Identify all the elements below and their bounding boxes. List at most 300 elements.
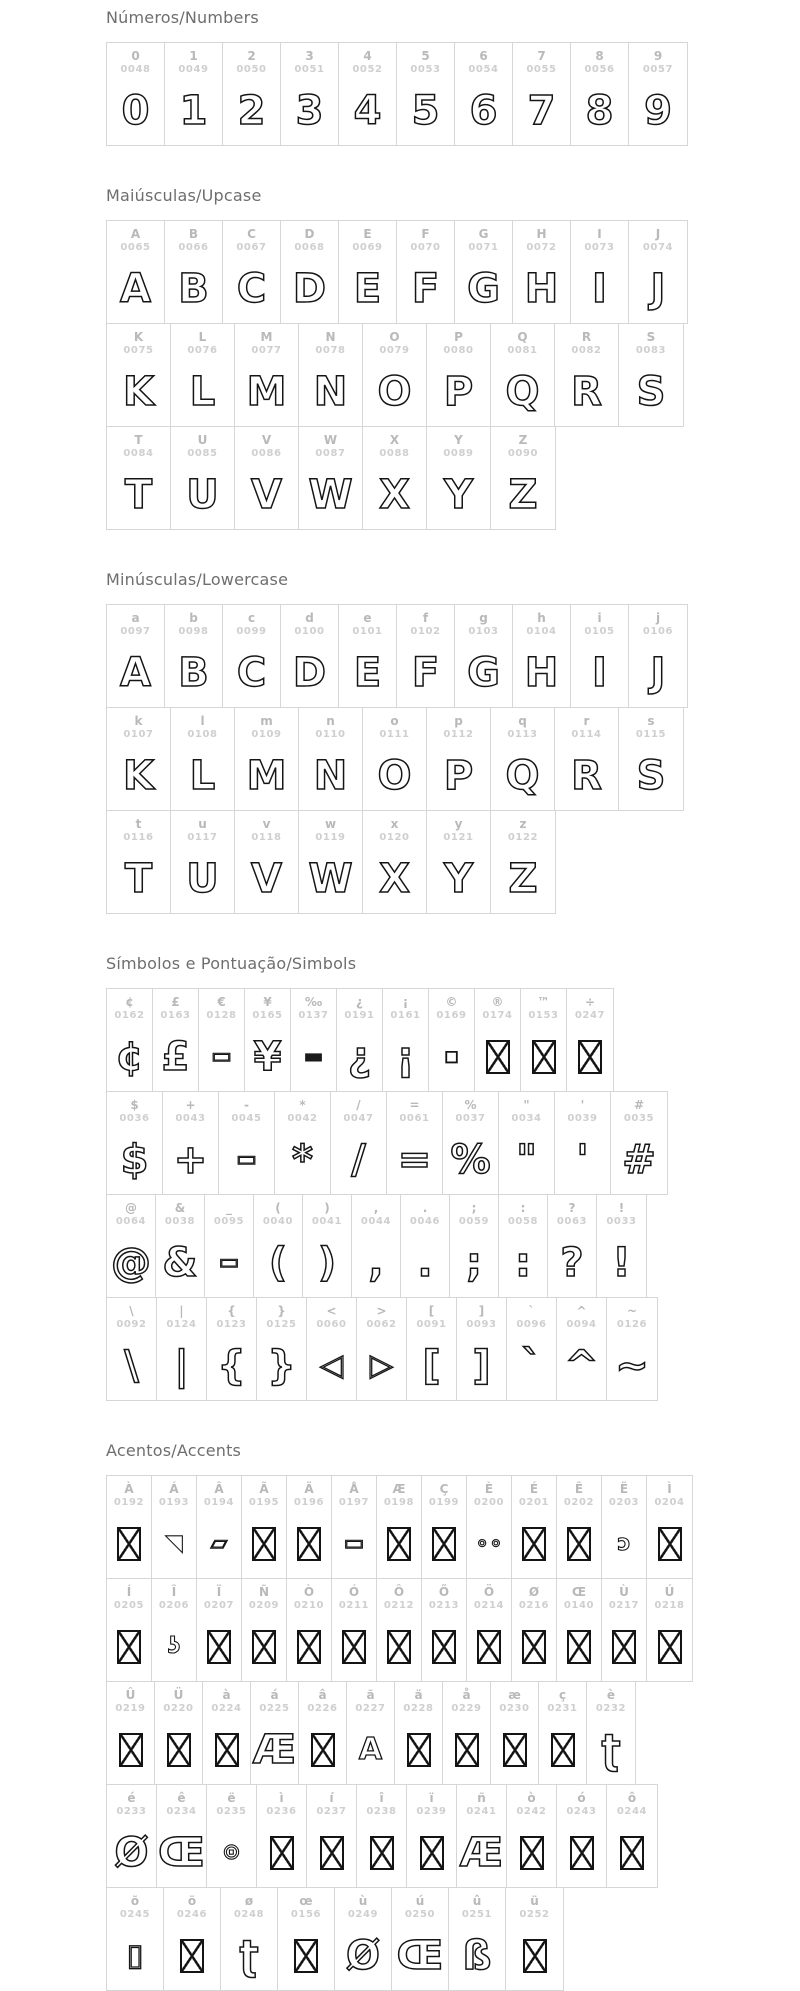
cell-character-label: r <box>583 714 590 728</box>
glyph-outline: N <box>313 368 348 415</box>
cell-character-label: Å <box>349 1482 359 1496</box>
glyph-area <box>107 638 164 707</box>
glyph-area <box>299 844 362 913</box>
cell-unicode-code: 0117 <box>187 832 218 843</box>
glyph-cell <box>207 1298 257 1400</box>
cell-unicode-code: 0067 <box>236 242 267 253</box>
glyph-area <box>363 460 426 529</box>
cell-unicode-code: 0041 <box>311 1216 343 1227</box>
cell-unicode-code: 0203 <box>608 1497 640 1508</box>
glyph-outline: ¡ <box>396 1033 415 1080</box>
cell-unicode-code: 0228 <box>403 1703 434 1714</box>
glyph-outline: ¢ <box>115 1033 144 1080</box>
glyph-outline: B <box>178 649 209 696</box>
cell-character-label: y <box>454 817 463 831</box>
cell-unicode-code: 0212 <box>383 1600 415 1611</box>
glyph-area <box>587 1715 635 1784</box>
cell-character-label: © <box>445 995 458 1009</box>
glyph-outline: S <box>636 368 666 415</box>
cell-unicode-code: 0071 <box>468 242 499 253</box>
glyph-area <box>337 1022 382 1091</box>
cell-unicode-code: 0214 <box>473 1600 505 1611</box>
glyph-area <box>152 1612 196 1681</box>
missing-glyph-tofu-box <box>658 1630 682 1664</box>
glyph-cell <box>352 1195 401 1297</box>
glyph-cell <box>397 221 455 323</box>
cell-character-label: Ó <box>348 1585 360 1599</box>
cell-character-label: £ <box>171 995 180 1009</box>
glyph-area <box>449 1921 505 1990</box>
glyph-cell <box>383 989 429 1091</box>
cell-unicode-code: 0085 <box>187 448 218 459</box>
cell-unicode-code: 0248 <box>233 1909 265 1920</box>
glyph-cell <box>107 221 165 323</box>
cell-character-label: n <box>326 714 335 728</box>
glyph-row <box>106 42 688 146</box>
missing-glyph-tofu-box <box>119 1733 143 1767</box>
cell-unicode-code: 0249 <box>347 1909 379 1920</box>
glyph-area <box>278 1921 334 1990</box>
glyph-outline: ⊙ <box>222 1839 241 1865</box>
cell-character-label: õ <box>130 1894 140 1908</box>
glyph-cell <box>377 1476 422 1578</box>
cell-unicode-code: 0061 <box>399 1113 430 1124</box>
glyph-cell <box>165 221 223 323</box>
glyph-area <box>287 1509 331 1578</box>
glyph-area <box>607 1331 657 1400</box>
glyph-row <box>106 1784 658 1888</box>
glyph-cell <box>363 427 427 529</box>
cell-character-label: 9 <box>653 49 663 63</box>
cell-character-label: u <box>198 817 207 831</box>
glyph-area <box>443 1715 490 1784</box>
cell-unicode-code: 0196 <box>293 1497 325 1508</box>
glyph-area <box>357 1818 406 1887</box>
cell-character-label: ™ <box>537 995 550 1009</box>
cell-unicode-code: 0037 <box>455 1113 486 1124</box>
cell-unicode-code: 0039 <box>567 1113 598 1124</box>
glyph-area <box>235 741 298 810</box>
glyph-cell <box>157 1298 207 1400</box>
glyph-area <box>457 1331 506 1400</box>
missing-glyph-tofu-box <box>420 1836 444 1870</box>
glyph-area <box>401 1228 449 1297</box>
glyph-area <box>107 460 170 529</box>
cell-unicode-code: 0069 <box>352 242 383 253</box>
glyph-cell <box>156 1195 205 1297</box>
glyph-outline: D <box>292 649 327 696</box>
glyph-cell <box>221 1888 278 1990</box>
cell-character-label: B <box>188 227 199 241</box>
cell-unicode-code: 0251 <box>461 1909 493 1920</box>
glyph-outline: ¿ <box>347 1033 372 1080</box>
glyph-area <box>335 1921 391 1990</box>
cell-character-label: ç <box>558 1688 567 1702</box>
glyph-area <box>331 1125 386 1194</box>
glyph-cell <box>281 221 339 323</box>
glyph-area <box>205 1228 253 1297</box>
cell-unicode-code: 0084 <box>123 448 154 459</box>
glyph-cell <box>455 221 513 323</box>
glyph-outline: F <box>411 649 440 696</box>
cell-unicode-code: 0231 <box>547 1703 578 1714</box>
cell-character-label: T <box>134 433 143 447</box>
cell-character-label: 5 <box>421 49 430 63</box>
glyph-cell <box>165 605 223 707</box>
glyph-outline: @ <box>111 1239 151 1286</box>
cell-unicode-code: 0195 <box>248 1497 280 1508</box>
glyph-area <box>571 76 628 145</box>
glyph-outline: ʈ <box>601 1726 621 1773</box>
missing-glyph-tofu-box <box>486 1040 510 1074</box>
cell-character-label: c <box>247 611 256 625</box>
glyph-cell <box>455 605 513 707</box>
glyph-area <box>332 1612 376 1681</box>
cell-character-label: ø <box>244 1894 254 1908</box>
cell-character-label: Ò <box>303 1585 315 1599</box>
glyph-area <box>397 76 454 145</box>
glyph-outline: Æ <box>459 1829 504 1876</box>
glyph-cell <box>629 221 687 323</box>
glyph-area <box>307 1331 356 1400</box>
glyph-outline: ◁ <box>319 1347 344 1383</box>
glyph-row <box>106 1297 658 1401</box>
glyph-cell <box>287 1579 332 1681</box>
missing-glyph-tofu-box <box>117 1630 141 1664</box>
cell-character-label: p <box>454 714 463 728</box>
cell-character-label: 4 <box>363 49 372 63</box>
cell-unicode-code: 0197 <box>338 1497 370 1508</box>
cell-character-label: w <box>324 817 337 831</box>
cell-character-label: Í <box>126 1585 132 1599</box>
glyph-outline: R <box>571 368 602 415</box>
cell-unicode-code: 0210 <box>293 1600 325 1611</box>
glyph-cell <box>332 1476 377 1578</box>
cell-character-label: Ø <box>528 1585 540 1599</box>
glyph-area <box>219 1125 274 1194</box>
glyph-outline: ) <box>317 1239 337 1286</box>
cell-unicode-code: 0096 <box>516 1319 547 1330</box>
missing-glyph-tofu-box <box>387 1527 411 1561</box>
glyph-outline: G <box>467 265 500 312</box>
glyph-area <box>107 254 164 323</box>
cell-character-label: F <box>421 227 430 241</box>
glyph-cell <box>339 221 397 323</box>
cell-unicode-code: 0077 <box>251 345 282 356</box>
glyph-cell <box>242 1579 287 1681</box>
glyph-cell <box>357 1298 407 1400</box>
glyph-area <box>107 741 170 810</box>
glyph-outline: ß <box>462 1932 492 1979</box>
cell-unicode-code: 0220 <box>163 1703 194 1714</box>
cell-character-label: 0 <box>131 49 140 63</box>
glyph-outline: ▱ <box>210 1530 228 1556</box>
cell-character-label: Ä <box>304 1482 314 1496</box>
glyph-cell <box>513 43 571 145</box>
glyph-cell <box>337 989 383 1091</box>
glyph-cell <box>407 1298 457 1400</box>
cell-character-label: [ <box>428 1304 435 1318</box>
glyph-outline: , <box>368 1239 384 1286</box>
glyph-cell <box>427 811 491 913</box>
glyph-cell <box>557 1785 607 1887</box>
glyph-area <box>299 741 362 810</box>
glyph-area <box>397 638 454 707</box>
glyph-cell <box>611 1092 667 1194</box>
glyph-outline: Q <box>505 368 540 415</box>
glyph-cell <box>407 1785 457 1887</box>
cell-character-label: l <box>200 714 205 728</box>
glyph-area <box>629 638 687 707</box>
cell-unicode-code: 0050 <box>236 64 267 75</box>
glyph-area <box>499 1228 547 1297</box>
glyph-cell <box>152 1476 197 1578</box>
glyph-cell <box>629 43 687 145</box>
glyph-cell <box>443 1092 499 1194</box>
cell-unicode-code: 0174 <box>482 1010 513 1021</box>
cell-character-label: Z <box>518 433 528 447</box>
glyph-row <box>106 604 688 708</box>
cell-unicode-code: 0252 <box>519 1909 550 1920</box>
cell-unicode-code: 0237 <box>316 1806 347 1817</box>
cell-character-label: h <box>537 611 546 625</box>
cell-character-label: H <box>536 227 547 241</box>
glyph-cell <box>171 811 235 913</box>
missing-glyph-tofu-box <box>370 1836 394 1870</box>
glyph-area <box>235 844 298 913</box>
cell-character-label: Ü <box>173 1688 184 1702</box>
glyph-area <box>427 741 490 810</box>
cell-unicode-code: 0230 <box>499 1703 530 1714</box>
glyph-cell <box>607 1298 657 1400</box>
glyph-area <box>363 844 426 913</box>
glyph-outline: ▭ <box>236 1146 257 1172</box>
cell-character-label: s <box>647 714 655 728</box>
missing-glyph-tofu-box <box>215 1733 239 1767</box>
cell-unicode-code: 0088 <box>379 448 410 459</box>
glyph-area <box>107 357 170 426</box>
cell-unicode-code: 0072 <box>526 242 557 253</box>
glyph-cell <box>506 1888 563 1990</box>
missing-glyph-tofu-box <box>320 1836 344 1870</box>
glyph-area <box>203 1715 250 1784</box>
cell-unicode-code: 0103 <box>468 626 499 637</box>
cell-character-label: . <box>422 1201 428 1215</box>
glyph-cell <box>507 1298 557 1400</box>
cell-character-label: ì <box>279 1791 284 1805</box>
glyph-outline: ( <box>268 1239 288 1286</box>
glyph-cell <box>153 989 199 1091</box>
cell-unicode-code: 0238 <box>366 1806 397 1817</box>
cell-character-label: ) <box>324 1201 330 1215</box>
glyph-area <box>163 1125 218 1194</box>
glyph-outline: = <box>397 1136 432 1183</box>
cell-unicode-code: 0040 <box>262 1216 294 1227</box>
cell-character-label: t <box>135 817 142 831</box>
cell-character-label: A <box>130 227 141 241</box>
glyph-area <box>611 1125 667 1194</box>
glyph-cell <box>235 427 299 529</box>
glyph-outline: J <box>650 265 666 312</box>
cell-character-label: - <box>244 1098 249 1112</box>
cell-unicode-code: 0124 <box>166 1319 197 1330</box>
missing-glyph-tofu-box <box>252 1630 276 1664</box>
glyph-cell <box>107 427 171 529</box>
cell-unicode-code: 0213 <box>428 1600 460 1611</box>
cell-unicode-code: 0226 <box>307 1703 338 1714</box>
glyph-area <box>555 1125 610 1194</box>
cell-unicode-code: 0193 <box>158 1497 190 1508</box>
cell-character-label: é <box>127 1791 136 1805</box>
glyph-area <box>397 254 454 323</box>
cell-character-label: k <box>134 714 143 728</box>
glyph-cell <box>254 1195 303 1297</box>
glyph-outline: Æ <box>252 1726 297 1773</box>
glyph-outline: 5 <box>411 87 440 134</box>
cell-unicode-code: 0202 <box>563 1497 595 1508</box>
glyph-outline: Z <box>508 855 538 902</box>
cell-character-label: ñ <box>477 1791 486 1805</box>
glyph-outline: X <box>379 855 410 902</box>
cell-unicode-code: 0119 <box>315 832 346 843</box>
glyph-cell <box>491 427 555 529</box>
glyph-cell <box>347 1682 395 1784</box>
cell-character-label: ® <box>491 995 504 1009</box>
glyph-cell <box>491 324 555 426</box>
cell-unicode-code: 0107 <box>123 729 154 740</box>
cell-character-label: 8 <box>595 49 604 63</box>
glyph-cell <box>555 324 619 426</box>
cell-character-label: ä <box>414 1688 423 1702</box>
cell-character-label: / <box>356 1098 361 1112</box>
glyph-area <box>395 1715 442 1784</box>
cell-character-label: ~ <box>626 1304 638 1318</box>
glyph-area <box>512 1612 556 1681</box>
glyph-row <box>106 1887 564 1991</box>
glyph-area <box>257 1331 306 1400</box>
cell-unicode-code: 0100 <box>294 626 325 637</box>
glyph-area <box>467 1612 511 1681</box>
cell-character-label: 6 <box>479 49 488 63</box>
glyph-area <box>629 254 687 323</box>
cell-unicode-code: 0112 <box>443 729 474 740</box>
glyph-outline: ▭ <box>343 1530 365 1556</box>
cell-unicode-code: 0224 <box>211 1703 242 1714</box>
cell-unicode-code: 0074 <box>642 242 674 253</box>
glyph-area <box>275 1125 330 1194</box>
glyph-area <box>392 1921 448 1990</box>
cell-character-label: Ê <box>574 1482 584 1496</box>
glyph-outline: ɔ <box>617 1530 631 1556</box>
cell-character-label: b <box>189 611 198 625</box>
cell-unicode-code: 0163 <box>160 1010 191 1021</box>
glyph-outline: : <box>515 1239 531 1286</box>
cell-unicode-code: 0062 <box>366 1319 397 1330</box>
glyph-area <box>571 254 628 323</box>
glyph-cell <box>647 1476 692 1578</box>
cell-character-label: ` <box>528 1304 535 1318</box>
glyph-area <box>407 1818 456 1887</box>
glyph-cell <box>278 1888 335 1990</box>
cell-unicode-code: 0051 <box>294 64 325 75</box>
cell-unicode-code: 0169 <box>436 1010 467 1021</box>
cell-character-label: å <box>462 1688 471 1702</box>
cell-unicode-code: 0201 <box>518 1497 550 1508</box>
cell-unicode-code: 0064 <box>115 1216 147 1227</box>
cell-character-label: G <box>478 227 489 241</box>
cell-character-label: ^ <box>576 1304 587 1318</box>
cell-character-label: ' <box>580 1098 585 1112</box>
cell-character-label: ü <box>530 1894 539 1908</box>
glyph-outline: ] <box>472 1342 491 1389</box>
cell-character-label: È <box>484 1482 494 1496</box>
glyph-cell <box>332 1579 377 1681</box>
glyph-cell <box>455 43 513 145</box>
cell-unicode-code: 0068 <box>294 242 325 253</box>
cell-character-label: ê <box>177 1791 186 1805</box>
missing-glyph-tofu-box <box>612 1630 636 1664</box>
glyph-area <box>281 254 338 323</box>
glyph-area <box>557 1509 601 1578</box>
glyph-outline: ▷ <box>369 1347 394 1383</box>
glyph-cell <box>157 1785 207 1887</box>
cell-unicode-code: 0113 <box>507 729 538 740</box>
cell-character-label: æ <box>508 1688 521 1702</box>
cell-character-label: Y <box>454 433 463 447</box>
cell-unicode-code: 0092 <box>116 1319 147 1330</box>
glyph-outline: L <box>189 752 216 799</box>
cell-character-label: Ñ <box>258 1585 270 1599</box>
glyph-cell <box>205 1195 254 1297</box>
glyph-cell <box>427 427 491 529</box>
glyph-cell <box>197 1579 242 1681</box>
glyph-outline: [ <box>422 1342 441 1389</box>
glyph-outline: " <box>516 1136 537 1183</box>
glyph-cell <box>491 708 555 810</box>
glyph-area <box>107 1921 163 1990</box>
cell-character-label: N <box>325 330 336 344</box>
glyph-cell <box>299 708 363 810</box>
glyph-cell <box>629 605 687 707</box>
cell-unicode-code: 0053 <box>410 64 441 75</box>
cell-character-label: ò <box>527 1791 536 1805</box>
cell-unicode-code: 0073 <box>584 242 615 253</box>
glyph-cell <box>387 1092 443 1194</box>
glyph-outline: T <box>124 471 153 518</box>
cell-unicode-code: 0209 <box>248 1600 280 1611</box>
glyph-outline: Œ <box>396 1932 444 1979</box>
cell-character-label: Ì <box>667 1482 672 1496</box>
glyph-area <box>242 1509 286 1578</box>
cell-character-label: ó <box>577 1791 586 1805</box>
glyph-cell <box>395 1682 443 1784</box>
glyph-outline: 2 <box>237 87 266 134</box>
cell-character-label: ¿ <box>356 995 363 1009</box>
glyph-outline: M <box>246 752 287 799</box>
cell-unicode-code: 0066 <box>178 242 209 253</box>
glyph-area <box>427 844 490 913</box>
cell-unicode-code: 0083 <box>635 345 667 356</box>
glyph-cell <box>165 43 223 145</box>
glyph-area <box>539 1715 586 1784</box>
glyph-area <box>507 1331 556 1400</box>
cell-unicode-code: 0233 <box>116 1806 147 1817</box>
missing-glyph-tofu-box <box>252 1527 276 1561</box>
glyph-outline: ¥ <box>253 1033 282 1080</box>
glyph-outline: A <box>120 649 151 696</box>
cell-unicode-code: 0239 <box>416 1806 447 1817</box>
glyph-cell <box>571 221 629 323</box>
